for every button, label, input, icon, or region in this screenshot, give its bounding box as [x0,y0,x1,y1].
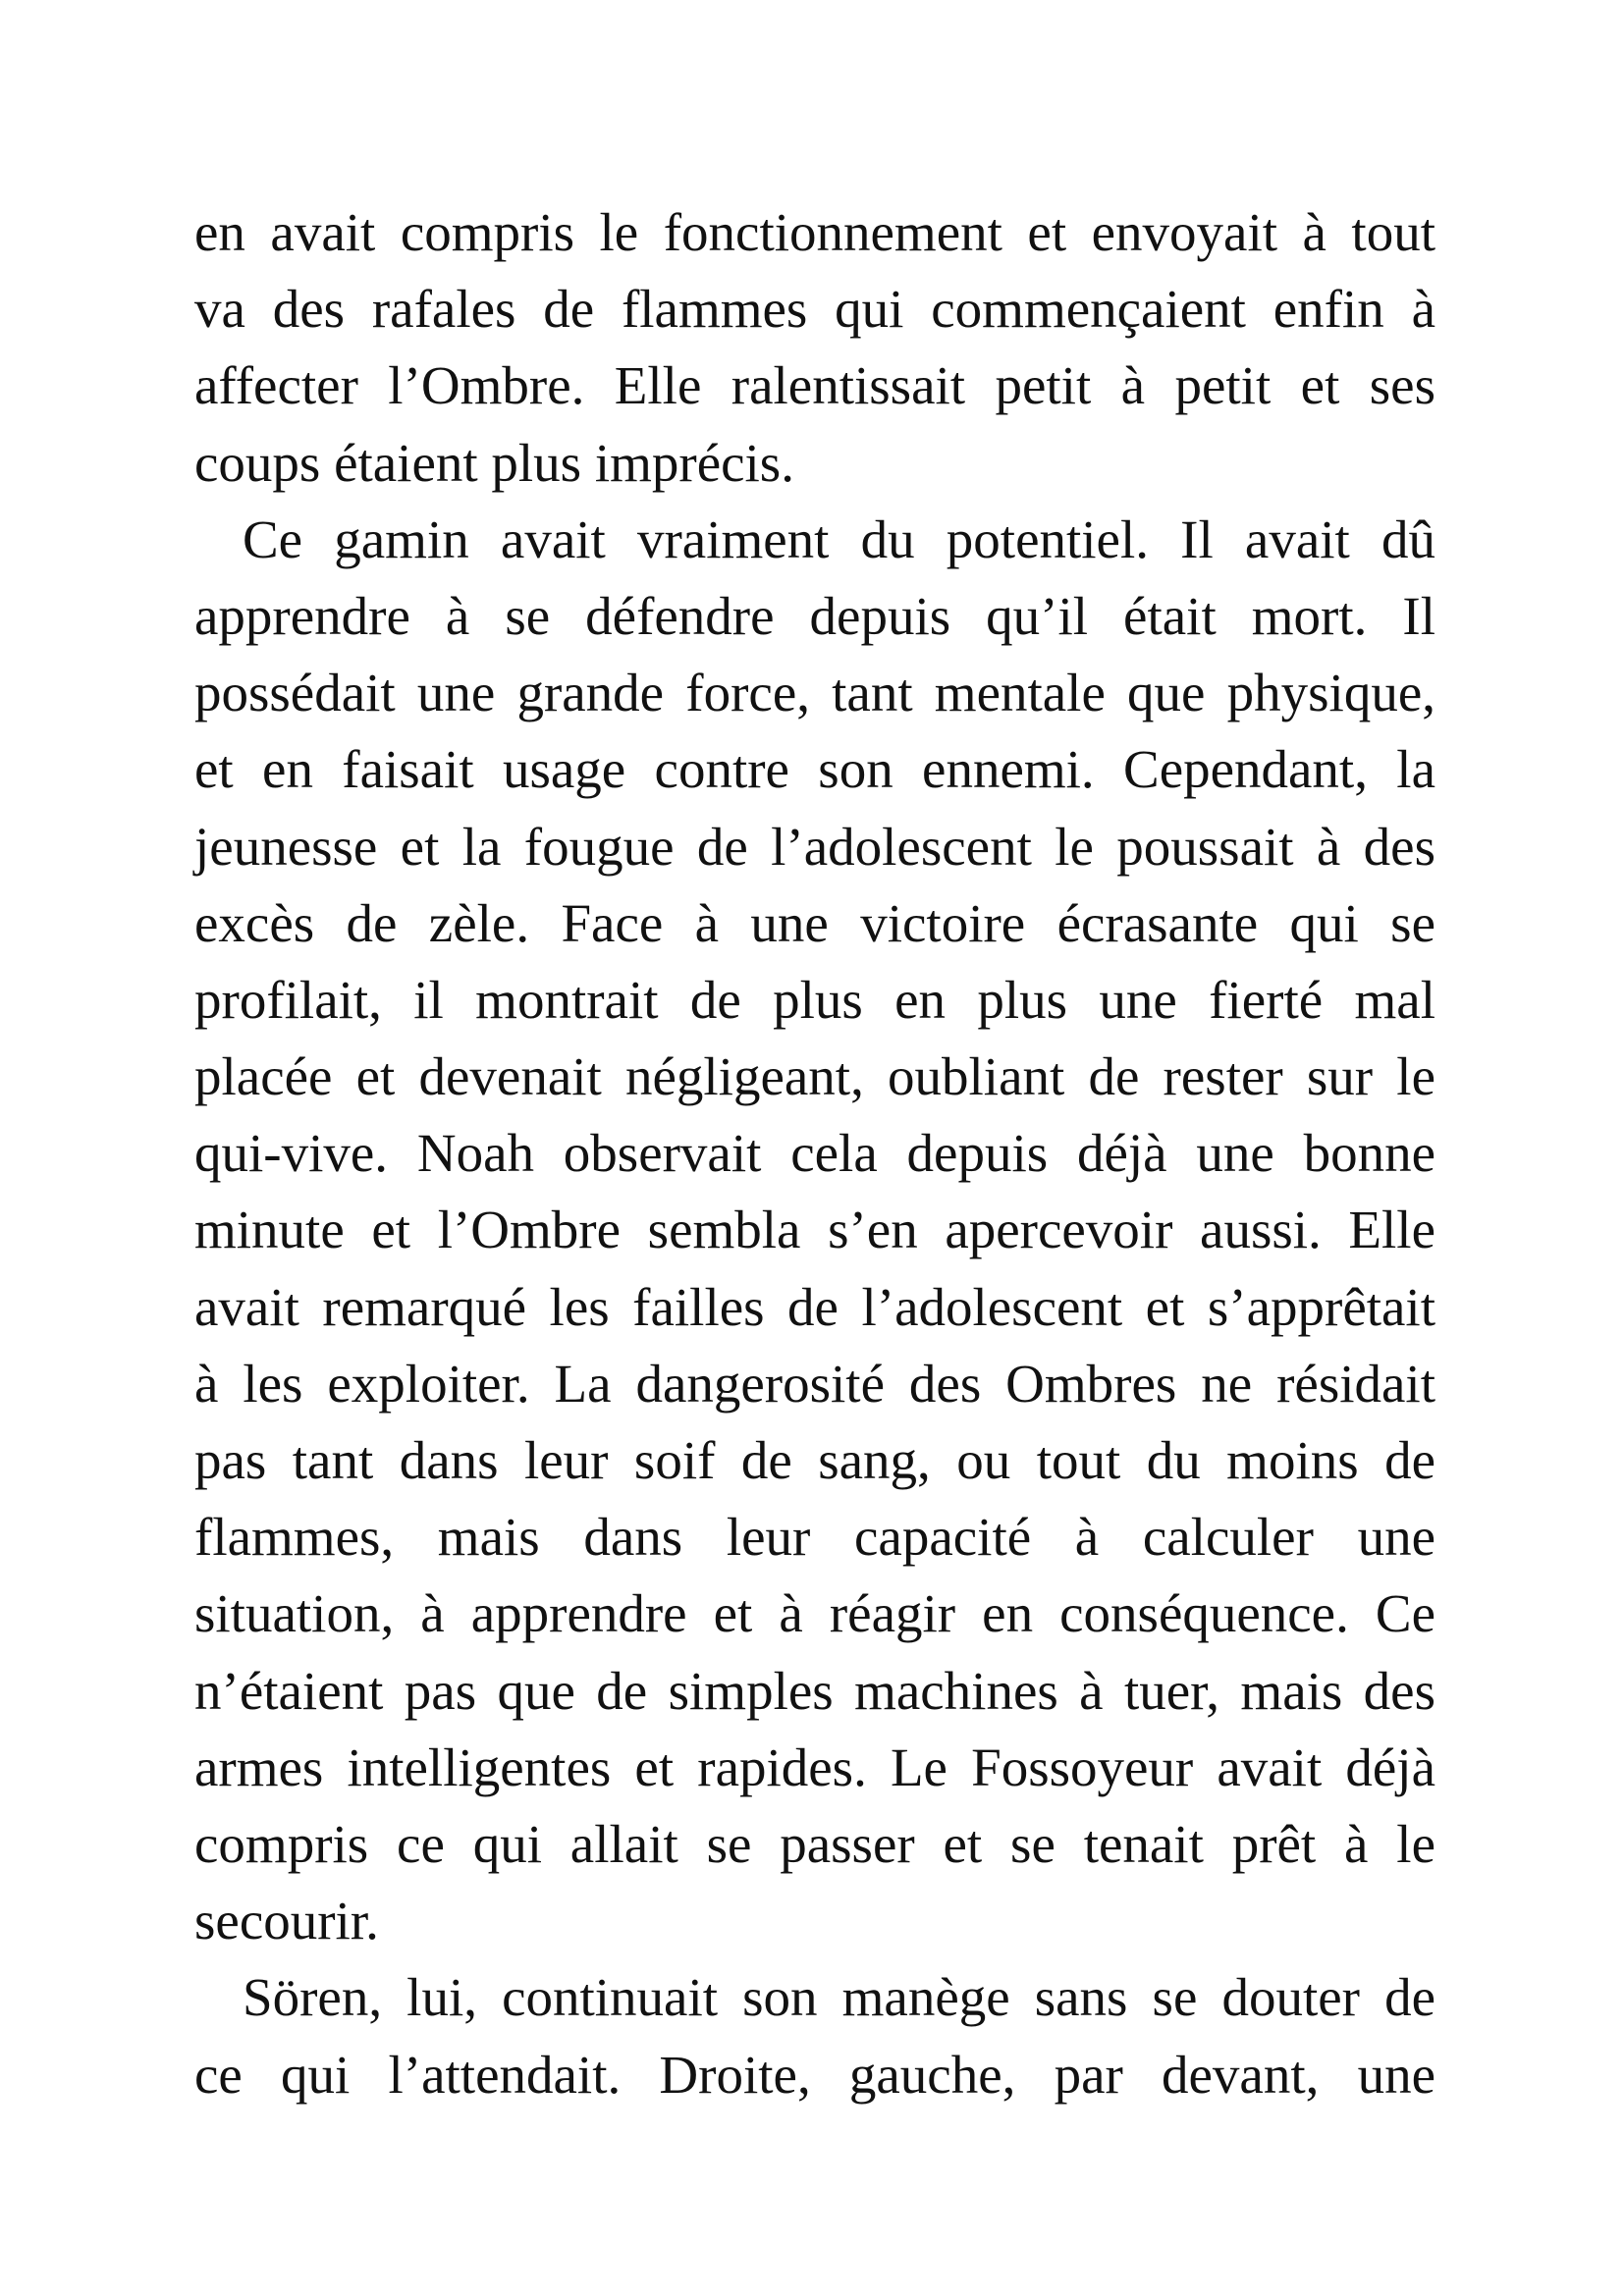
text-line: possédait une grande force, tant mentale que physique, [194,663,1435,723]
text-line: et en faisait usage contre son ennemi. Cependant, la [194,739,1435,800]
text-line: flammes, mais dans leur capacité à calculer une [194,1507,1435,1568]
text-line: Ce gamin avait vraiment du potentiel. Il avait dû [243,508,1435,569]
text-line: minute et l’Ombre sembla s’en apercevoir aussi. Elle [194,1200,1435,1260]
text-line: profilait, il montrait de plus en plus une fierté mal [194,969,1435,1030]
text-line: secourir. [194,1891,379,1951]
text-line: situation, à apprendre et à réagir en conséquence. Ce [194,1583,1435,1644]
text-line: à les exploiter. La dangerosité des Ombres ne résidait [194,1353,1435,1414]
text-line: armes intelligentes et rapides. Le Fossoyeur avait déjà [194,1736,1435,1797]
text-line: affecter l’Ombre. Elle ralentissait petit à petit et ses [194,355,1435,416]
text-line: en avait compris le fonctionnement et envoyait à tout [194,202,1435,262]
text-line: pas tant dans leur soif de sang, ou tout du moins de [194,1430,1435,1490]
text-line: placée et devenait négligeant, oubliant de rester sur le [194,1046,1435,1107]
text-line: avait remarqué les failles de l’adolescent et s’apprêtait [194,1276,1435,1337]
text-line: apprendre à se défendre depuis qu’il était mort. Il [194,585,1435,646]
page-text [194,194,1435,2113]
paragraph [194,194,1435,502]
text-line: n’étaient pas que de simples machines à tuer, mais des [194,1660,1435,1721]
paragraph [194,1959,1435,2112]
paragraph [194,502,1435,1960]
text-line: coups étaient plus imprécis. [194,432,794,493]
text-line: excès de zèle. Face à une victoire écrasante qui se [194,892,1435,953]
text-line: Sören, lui, continuait son manège sans se douter de [243,1967,1435,2028]
text-line: va des rafales de flammes qui commençaient enfin à [194,279,1435,340]
text-line: qui-vive. Noah observait cela depuis déjà une bonne [194,1123,1435,1184]
text-line: jeunesse et la fougue de l’adolescent le poussait à des [194,816,1435,877]
text-line: ce qui l’attendait. Droite, gauche, par devant, une [194,2044,1435,2105]
text-line: compris ce qui allait se passer et se tenait prêt à le [194,1813,1435,1874]
